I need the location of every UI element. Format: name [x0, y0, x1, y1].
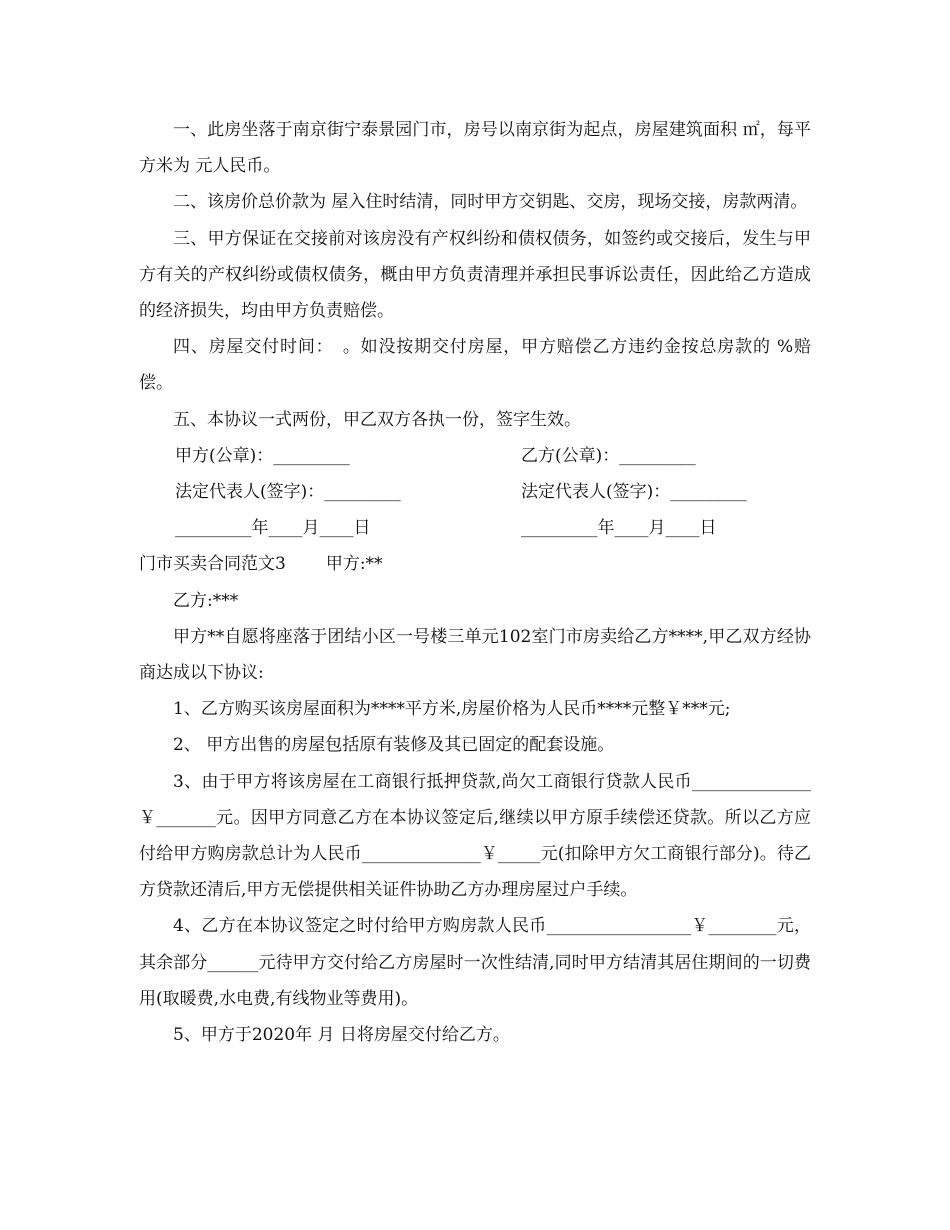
contract3-title: 门市买卖合同范文3 — [139, 554, 286, 575]
party-b-seal: 乙方(公章)：_________ — [521, 445, 696, 466]
contract3-clause-5: 5、甲方于2020年 月 日将房屋交付给乙方。 — [173, 1025, 510, 1046]
contract3-clause-4: 4、乙方在本协议签定之时付给甲方购房款人民币_________________￥________元，其余部分______元待甲方交付给乙方房屋时一次性结清,同时甲方结清其居住期间的一切费用(取暖费,水电费,有线物业等费用)。 — [139, 916, 811, 1009]
document-body — [139, 112, 811, 1053]
clause-4: 四、房屋交付时间： 。如没按期交付房屋，甲方赔偿乙方违约金按总房款的 %赔偿。 — [139, 337, 811, 394]
party-b-date: _________年____月____日 — [521, 518, 717, 539]
contract3-clause-2: 2、 甲方出售的房屋包括原有装修及其已固定的配套设施。 — [173, 735, 615, 756]
contract3-party-a: 甲方:** — [325, 554, 383, 575]
clause-3: 三、甲方保证在交接前对该房没有产权纠纷和债权债务，如签约或交接后，发生与甲方有关的产权纠纷或债权债务，概由甲方负责清理并承担民事诉讼责任，因此给乙方造成的经济损失，均由甲方负责赔偿。 — [139, 228, 811, 322]
signature-row-seal — [139, 438, 811, 474]
party-a-representative: 法定代表人(签字)：_________ — [175, 482, 401, 503]
contract3-intro: 甲方**自愿将座落于团结小区一号楼三单元102室门市房卖给乙方****,甲乙双方经协商达成以下协议: — [139, 626, 811, 684]
contract3-clause-3: 3、由于甲方将该房屋在工商银行抵押贷款,尚欠工商银行贷款人民币______________￥_______元。因甲方同意乙方在本协议签定后,继续以甲方原手续偿还贷款。所以乙方应付给甲方购房款总计为人民币______________￥_____元(扣除甲方欠工商银行部分)。待乙方贷款还清后,甲方无偿提供相关证件协助乙方办理房屋过户手续。 — [139, 771, 811, 901]
clause-2: 二、该房价总价款为 屋入住时结清，同时甲方交钥匙、交房，现场交接，房款两清。 — [173, 192, 808, 213]
contract3-clause-1: 1、乙方购买该房屋面积为****平方米,房屋价格为人民币****元整￥***元; — [173, 699, 731, 720]
signature-row-date — [139, 510, 811, 546]
signature-row-representative — [139, 474, 811, 510]
party-a-date: _________年____月____日 — [175, 518, 371, 539]
party-a-seal: 甲方(公章)：_________ — [175, 445, 350, 466]
contract3-heading — [139, 546, 811, 582]
clause-5: 五、本协议一式两份，甲乙双方各执一份，签字生效。 — [173, 409, 581, 430]
party-b-representative: 法定代表人(签字)：_________ — [521, 482, 747, 503]
contract3-party-b: 乙方:*** — [173, 590, 239, 611]
clause-1: 一、此房坐落于南京街宁泰景园门市，房号以南京街为起点，房屋建筑面积 ㎡，每平方米为 元人民币。 — [139, 120, 811, 177]
